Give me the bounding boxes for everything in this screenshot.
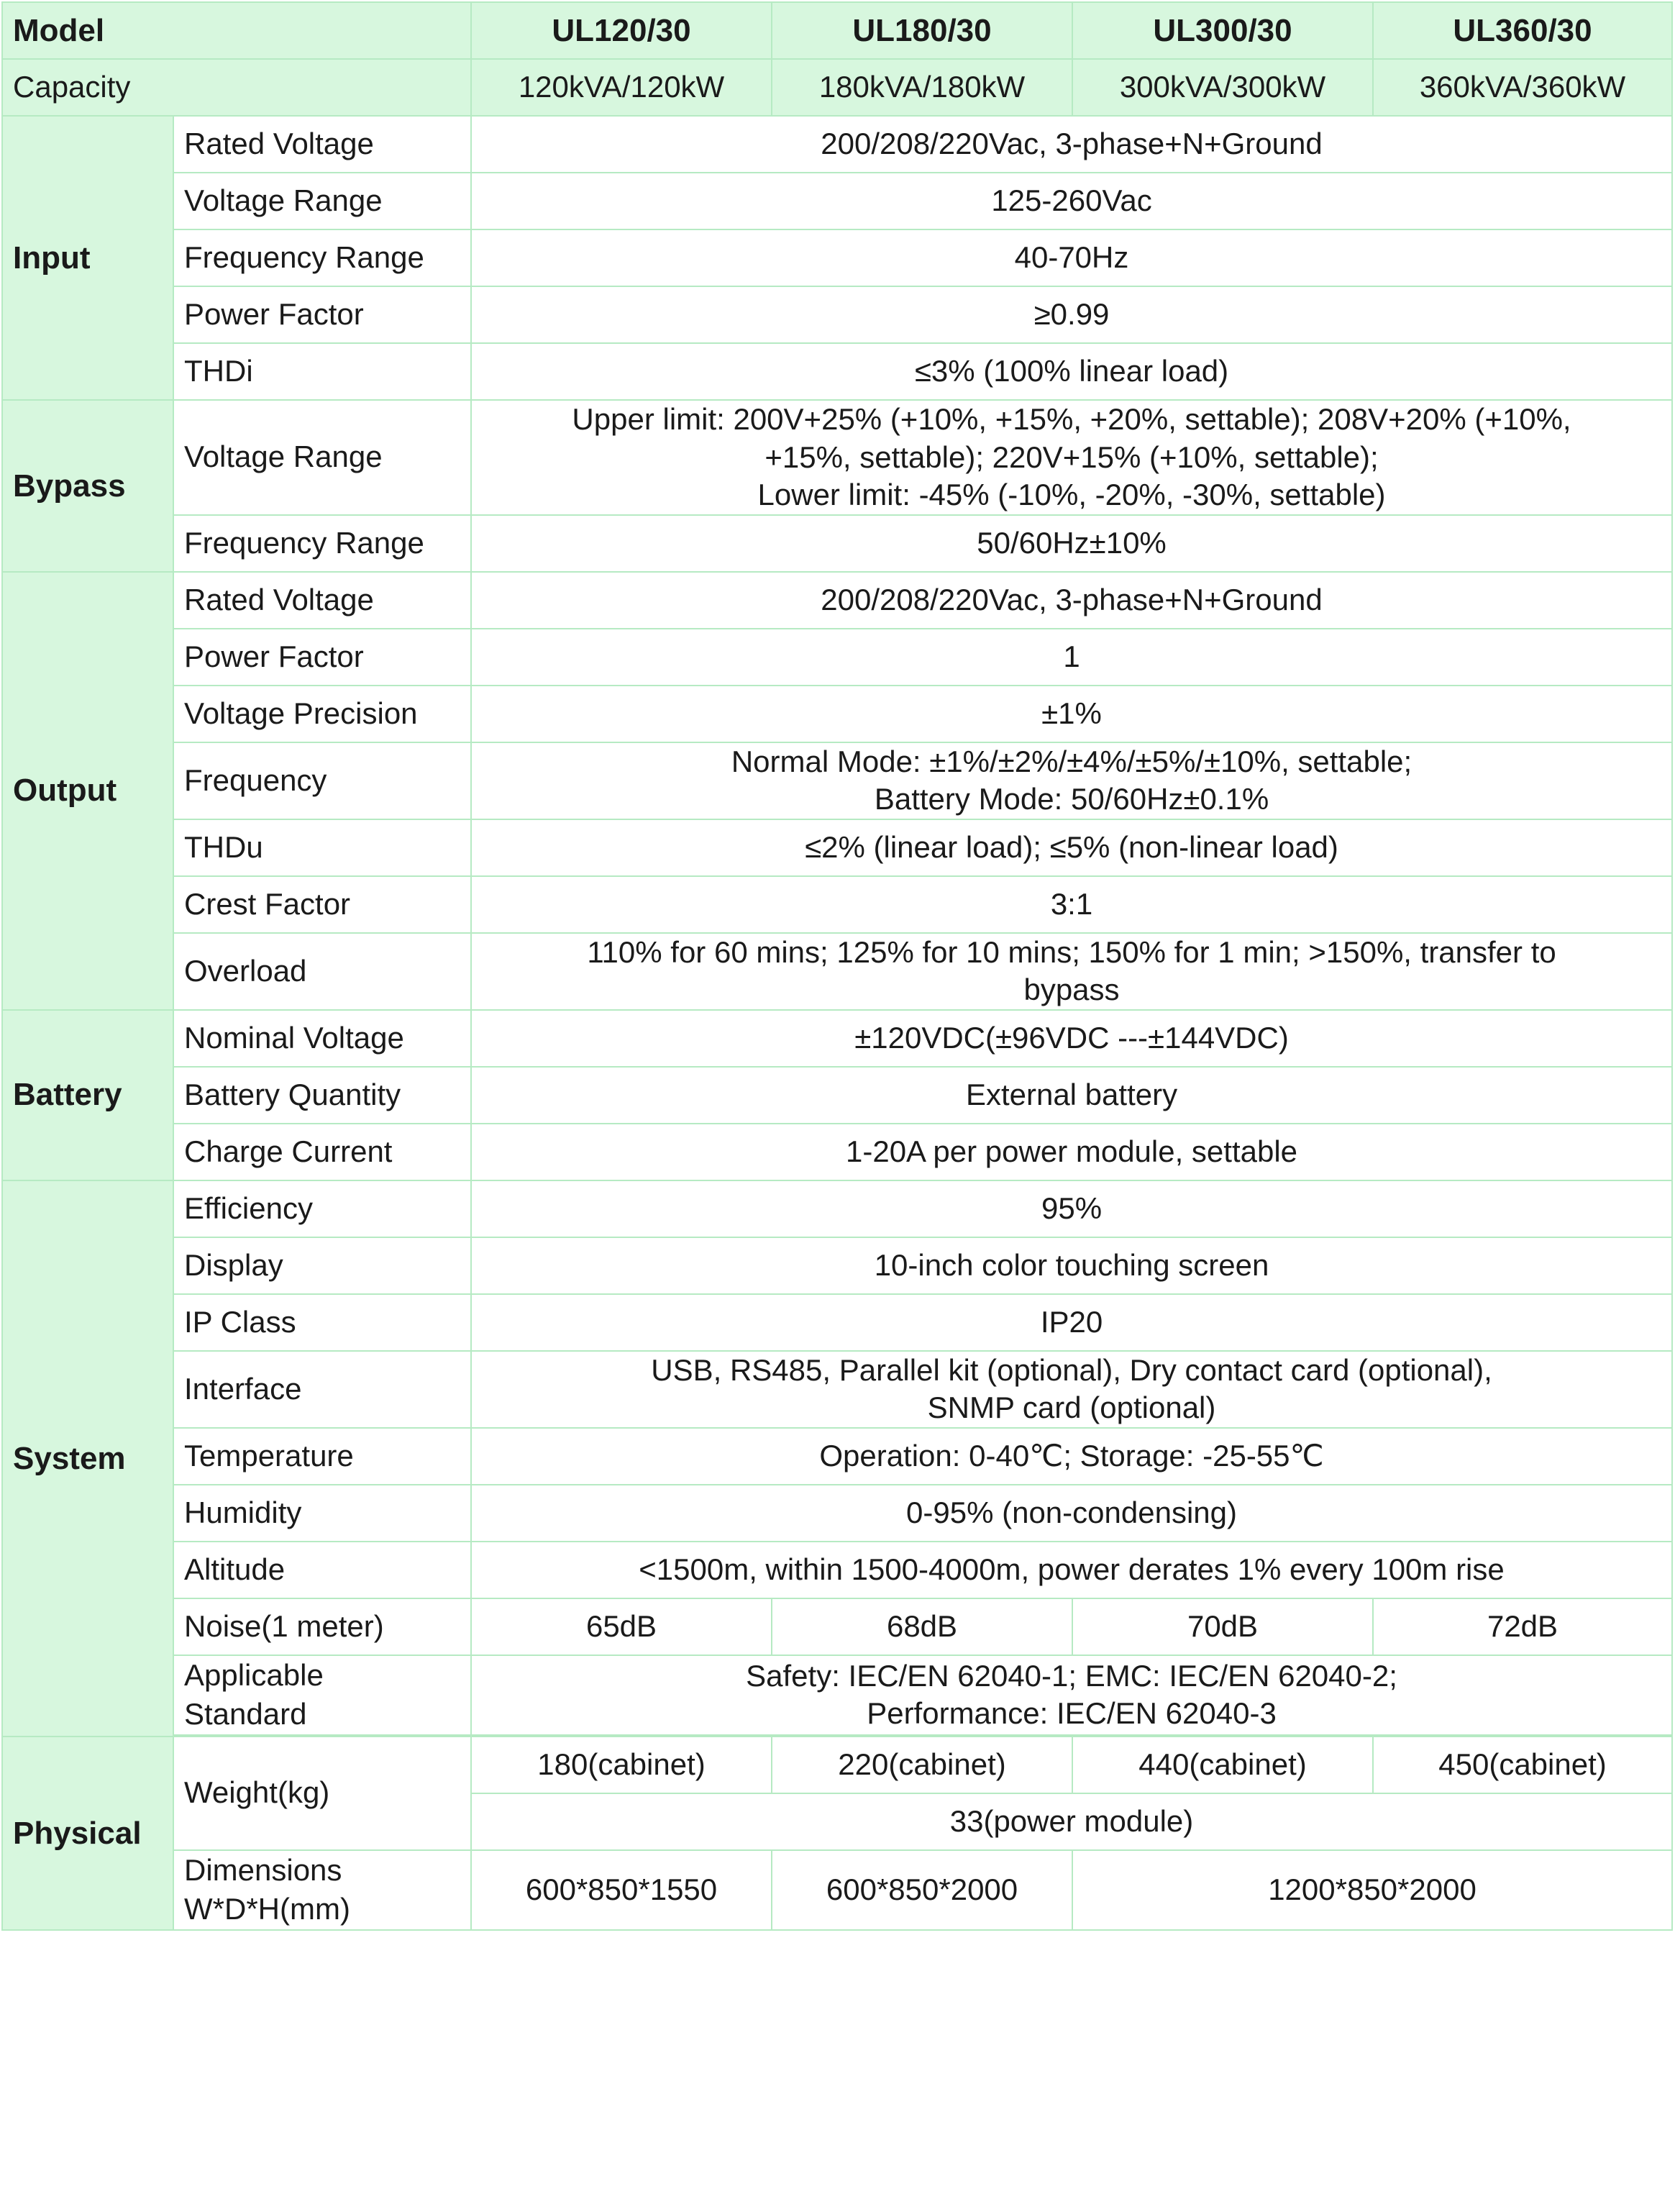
output-power-factor-row xyxy=(2,629,1672,686)
system-standard-row xyxy=(2,1655,1672,1735)
param-label: Weight(kg) xyxy=(173,1737,471,1850)
physical-dimensions-row xyxy=(2,1850,1672,1930)
param-value xyxy=(471,933,1672,1010)
param-label: Voltage Range xyxy=(173,173,471,229)
value-line: Battery Mode: 50/60Hz±0.1% xyxy=(874,782,1269,816)
value-line: SNMP card (optional) xyxy=(927,1391,1216,1424)
value-line: Safety: IEC/EN 62040-1; EMC: IEC/EN 62040-2; xyxy=(746,1658,1397,1693)
param-value: IP20 xyxy=(471,1294,1672,1351)
param-value: 50/60Hz±10% xyxy=(471,515,1672,572)
weight-ul300: 440(cabinet) xyxy=(1072,1737,1373,1793)
category-input: Input xyxy=(2,116,173,400)
physical-weight-cabinet-row xyxy=(2,1737,1672,1793)
capacity-row xyxy=(2,59,1672,116)
param-label xyxy=(173,1655,471,1735)
param-value: 10-inch color touching screen xyxy=(471,1237,1672,1294)
param-label: Nominal Voltage xyxy=(173,1010,471,1067)
noise-ul180: 68dB xyxy=(772,1598,1072,1655)
param-value xyxy=(471,1655,1672,1735)
value-line: USB, RS485, Parallel kit (optional), Dry contact card (optional), xyxy=(651,1352,1492,1387)
output-crest-factor-row xyxy=(2,876,1672,933)
param-value: 0-95% (non-condensing) xyxy=(471,1485,1672,1542)
system-ip-class-row xyxy=(2,1294,1672,1351)
param-label: Efficiency xyxy=(173,1180,471,1237)
param-label: THDi xyxy=(173,343,471,400)
param-label: Voltage Range xyxy=(173,400,471,515)
value-line: Normal Mode: ±1%/±2%/±4%/±5%/±10%, settable; xyxy=(731,744,1412,778)
battery-nominal-voltage-row xyxy=(2,1010,1672,1067)
value-line: Upper limit: 200V+25% (+10%, +15%, +20%, settable); 208V+20% (+10%, xyxy=(572,402,1571,436)
bypass-voltage-range-row xyxy=(2,400,1672,515)
param-value xyxy=(471,400,1672,515)
model-row xyxy=(2,2,1672,59)
param-label: Frequency Range xyxy=(173,229,471,286)
category-output: Output xyxy=(2,572,173,1010)
label-line: Standard xyxy=(184,1697,307,1731)
param-value: 200/208/220Vac, 3-phase+N+Ground xyxy=(471,572,1672,629)
value-line: Performance: IEC/EN 62040-3 xyxy=(867,1696,1277,1731)
param-label: Interface xyxy=(173,1351,471,1428)
noise-ul120: 65dB xyxy=(471,1598,772,1655)
param-label: Crest Factor xyxy=(173,876,471,933)
system-altitude-row xyxy=(2,1542,1672,1598)
output-voltage-precision-row xyxy=(2,686,1672,742)
system-temperature-row xyxy=(2,1428,1672,1485)
system-noise-row xyxy=(2,1598,1672,1655)
capacity-ul180: 180kVA/180kW xyxy=(772,59,1072,116)
param-value: 3:1 xyxy=(471,876,1672,933)
category-system: System xyxy=(2,1180,173,1737)
param-label: Voltage Precision xyxy=(173,686,471,742)
param-value: External battery xyxy=(471,1067,1672,1124)
system-interface-row xyxy=(2,1351,1672,1428)
param-value: 40-70Hz xyxy=(471,229,1672,286)
output-overload-row xyxy=(2,933,1672,1010)
input-power-factor-row xyxy=(2,286,1672,343)
param-value: 95% xyxy=(471,1180,1672,1237)
param-label: Charge Current xyxy=(173,1124,471,1180)
param-value: 200/208/220Vac, 3-phase+N+Ground xyxy=(471,116,1672,173)
capacity-ul300: 300kVA/300kW xyxy=(1072,59,1373,116)
capacity-ul120: 120kVA/120kW xyxy=(471,59,772,116)
param-value xyxy=(471,742,1672,819)
output-rated-voltage-row xyxy=(2,572,1672,629)
param-label: Power Factor xyxy=(173,286,471,343)
param-value: ≤3% (100% linear load) xyxy=(471,343,1672,400)
dimensions-ul180: 600*850*2000 xyxy=(772,1850,1072,1930)
value-line: 110% for 60 mins; 125% for 10 mins; 150% for 1 min; >150%, transfer to xyxy=(587,934,1556,969)
system-efficiency-row xyxy=(2,1180,1672,1237)
param-label: Frequency xyxy=(173,742,471,819)
value-line: bypass xyxy=(1023,973,1120,1006)
weight-ul180: 220(cabinet) xyxy=(772,1737,1072,1793)
param-value: ≤2% (linear load); ≤5% (non-linear load) xyxy=(471,819,1672,876)
param-value: <1500m, within 1500-4000m, power derates 1% every 100m rise xyxy=(471,1542,1672,1598)
battery-quantity-row xyxy=(2,1067,1672,1124)
param-label: Rated Voltage xyxy=(173,116,471,173)
param-value: 1 xyxy=(471,629,1672,686)
param-label: Display xyxy=(173,1237,471,1294)
weight-module: 33(power module) xyxy=(471,1793,1672,1850)
param-label: Temperature xyxy=(173,1428,471,1485)
param-label: Frequency Range xyxy=(173,515,471,572)
label-line: Dimensions xyxy=(184,1852,342,1887)
param-value xyxy=(471,1351,1672,1428)
param-value: Operation: 0-40℃; Storage: -25-55℃ xyxy=(471,1428,1672,1485)
category-physical: Physical xyxy=(2,1737,173,1930)
param-label: Power Factor xyxy=(173,629,471,686)
category-battery: Battery xyxy=(2,1010,173,1180)
capacity-ul360: 360kVA/360kW xyxy=(1373,59,1672,116)
param-value: 125-260Vac xyxy=(471,173,1672,229)
label-line: W*D*H(mm) xyxy=(184,1892,350,1926)
noise-ul360: 72dB xyxy=(1373,1598,1672,1655)
model-ul120: UL120/30 xyxy=(471,2,772,59)
weight-ul360: 450(cabinet) xyxy=(1373,1737,1672,1793)
system-display-row xyxy=(2,1237,1672,1294)
dimensions-ul120: 600*850*1550 xyxy=(471,1850,772,1930)
model-ul360: UL360/30 xyxy=(1373,2,1672,59)
output-frequency-row xyxy=(2,742,1672,819)
dimensions-ul300-ul360: 1200*850*2000 xyxy=(1072,1850,1672,1930)
input-voltage-range-row xyxy=(2,173,1672,229)
input-frequency-range-row xyxy=(2,229,1672,286)
weight-ul120: 180(cabinet) xyxy=(471,1737,772,1793)
system-humidity-row xyxy=(2,1485,1672,1542)
model-ul300: UL300/30 xyxy=(1072,2,1373,59)
param-label: Humidity xyxy=(173,1485,471,1542)
output-thdu-row xyxy=(2,819,1672,876)
capacity-label: Capacity xyxy=(2,59,471,116)
param-value: ±120VDC(±96VDC ---±144VDC) xyxy=(471,1010,1672,1067)
param-label: Battery Quantity xyxy=(173,1067,471,1124)
category-bypass: Bypass xyxy=(2,400,173,572)
param-label: IP Class xyxy=(173,1294,471,1351)
model-label: Model xyxy=(2,2,471,59)
input-thdi-row xyxy=(2,343,1672,400)
param-label: Overload xyxy=(173,933,471,1010)
bypass-frequency-range-row xyxy=(2,515,1672,572)
input-rated-voltage-row xyxy=(2,116,1672,173)
model-ul180: UL180/30 xyxy=(772,2,1072,59)
param-label: Rated Voltage xyxy=(173,572,471,629)
param-label xyxy=(173,1850,471,1930)
param-value: 1-20A per power module, settable xyxy=(471,1124,1672,1180)
spec-table xyxy=(1,1,1673,1931)
param-value: ±1% xyxy=(471,686,1672,742)
label-line: Applicable xyxy=(184,1657,324,1692)
value-line: Lower limit: -45% (-10%, -20%, -30%, settable) xyxy=(757,478,1386,511)
battery-charge-current-row xyxy=(2,1124,1672,1180)
param-label: Altitude xyxy=(173,1542,471,1598)
param-label: Noise(1 meter) xyxy=(173,1598,471,1655)
param-value: ≥0.99 xyxy=(471,286,1672,343)
param-label: THDu xyxy=(173,819,471,876)
value-line: +15%, settable); 220V+15% (+10%, settable); xyxy=(765,440,1379,474)
noise-ul300: 70dB xyxy=(1072,1598,1373,1655)
